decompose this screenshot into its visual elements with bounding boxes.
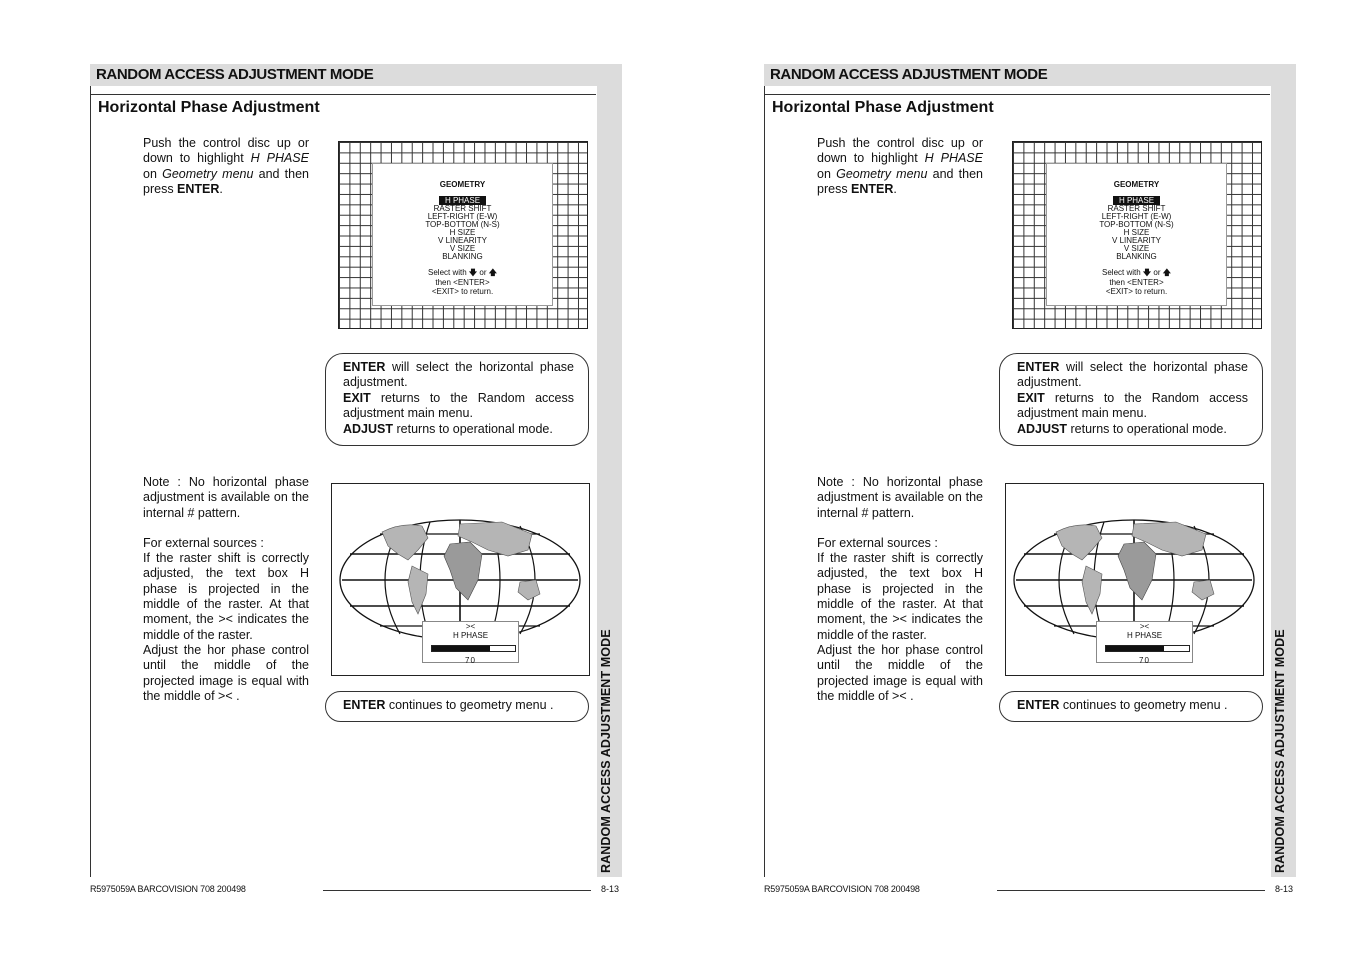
arrow-down-icon: 🡇 xyxy=(468,268,478,277)
menu-items xyxy=(373,197,552,261)
page-number: 8-13 xyxy=(1275,884,1294,894)
step-instruction: Push the control disc up or down to highlight H PHASE on Geometry menu and then press ENTER. xyxy=(817,136,983,196)
menu-hint: Select with 🡇 or 🡅 then <ENTER> <EXIT> to return. xyxy=(1102,268,1171,296)
left-margin-rule xyxy=(90,86,91,877)
menu-item-top-bottom: TOP-BOTTOM (N-S) xyxy=(1099,220,1174,229)
chapter-header-text: RANDOM ACCESS ADJUSTMENT MODE xyxy=(770,66,1048,83)
manual-page-right xyxy=(764,0,1324,954)
note-text: Note : No horizontal phase adjustment is available on the internal # pattern. For external sources : If the raster shift is correctly adjusted, the text box H phase is projected in the middle of the raster. At that moment, the >< indicates the middle of the raster. Adjust the hor phase control until the middle of the projected image is equal with the middle of >< . xyxy=(143,475,309,703)
side-chapter-label: RANDOM ACCESS ADJUSTMENT MODE xyxy=(599,629,613,873)
menu-item-raster-shift: RASTER SHIFT xyxy=(433,204,492,213)
menu-item-v-size: V SIZE xyxy=(1123,244,1150,253)
arrow-down-icon: 🡇 xyxy=(1142,268,1152,277)
geometry-menu-screen xyxy=(1012,141,1262,329)
side-chapter-label: RANDOM ACCESS ADJUSTMENT MODE xyxy=(1273,629,1287,873)
menu-item-left-right: LEFT-RIGHT (E-W) xyxy=(427,212,498,221)
menu-items xyxy=(1047,197,1226,261)
geometry-menu xyxy=(372,163,553,306)
chapter-header-text: RANDOM ACCESS ADJUSTMENT MODE xyxy=(96,66,374,83)
header-underline xyxy=(764,94,1270,95)
h-phase-value: 70 xyxy=(465,656,476,665)
menu-title: GEOMETRY xyxy=(1113,180,1160,189)
section-title: Horizontal Phase Adjustment xyxy=(98,99,320,116)
geometry-menu xyxy=(1046,163,1227,306)
menu-item-v-linearity: V LINEARITY xyxy=(1112,236,1161,245)
menu-item-blanking: BLANKING xyxy=(1116,252,1157,261)
chapter-header xyxy=(90,64,622,86)
world-map-screen xyxy=(1005,483,1264,676)
chapter-header xyxy=(764,64,1296,86)
footer-reference: R5975059A BARCOVISION 708 200498 xyxy=(764,884,920,894)
menu-item-v-size: V SIZE xyxy=(449,244,476,253)
menu-item-top-bottom: TOP-BOTTOM (N-S) xyxy=(425,220,500,229)
enter-continue-box: ENTER continues to geometry menu . xyxy=(999,691,1263,722)
footer-rule xyxy=(997,890,1265,891)
section-title: Horizontal Phase Adjustment xyxy=(772,99,994,116)
center-marker: >< xyxy=(1139,622,1150,631)
center-marker: >< xyxy=(465,622,476,631)
h-phase-bar xyxy=(431,645,516,652)
arrow-up-icon: 🡅 xyxy=(1162,268,1171,277)
menu-item-h-size: H SIZE xyxy=(449,228,476,237)
menu-item-h-size: H SIZE xyxy=(1123,228,1150,237)
menu-hint: Select with 🡇 or 🡅 then <ENTER> <EXIT> to return. xyxy=(428,268,497,296)
h-phase-bar-fill xyxy=(1106,646,1164,651)
menu-item-raster-shift: RASTER SHIFT xyxy=(1107,204,1166,213)
h-phase-bar xyxy=(1105,645,1190,652)
footer-rule xyxy=(323,890,591,891)
left-margin-rule xyxy=(764,86,765,877)
h-phase-value: 70 xyxy=(1139,656,1150,665)
h-phase-text-box xyxy=(1096,621,1193,663)
note-text: Note : No horizontal phase adjustment is available on the internal # pattern. For external sources : If the raster shift is correctly adjusted, the text box H phase is projected in the middle of the raster. At that moment, the >< indicates the middle of the raster. Adjust the hor phase control until the middle of the projected image is equal with the middle of >< . xyxy=(817,475,983,703)
h-phase-text-box xyxy=(422,621,519,663)
header-underline xyxy=(90,94,596,95)
arrow-up-icon: 🡅 xyxy=(488,268,497,277)
page-number: 8-13 xyxy=(601,884,620,894)
menu-item-h-phase: H PHASE xyxy=(1047,197,1226,205)
geometry-menu-screen xyxy=(338,141,588,329)
h-phase-bar-fill xyxy=(432,646,490,651)
enter-exit-adjust-box: ENTER will select the horizontal phase adjustment. EXIT returns to the Random access adjustment main menu. ADJUST returns to operational mode. xyxy=(999,353,1263,446)
world-map-screen xyxy=(331,483,590,676)
menu-item-left-right: LEFT-RIGHT (E-W) xyxy=(1101,212,1172,221)
h-phase-label: H PHASE xyxy=(1126,631,1163,640)
menu-title: GEOMETRY xyxy=(439,180,486,189)
manual-page-left xyxy=(90,0,650,954)
step-instruction: Push the control disc up or down to highlight H PHASE on Geometry menu and then press ENTER. xyxy=(143,136,309,196)
menu-item-blanking: BLANKING xyxy=(442,252,483,261)
enter-exit-adjust-box: ENTER will select the horizontal phase adjustment. EXIT returns to the Random access adjustment main menu. ADJUST returns to operational mode. xyxy=(325,353,589,446)
menu-item-v-linearity: V LINEARITY xyxy=(438,236,487,245)
menu-item-h-phase: H PHASE xyxy=(373,197,552,205)
enter-continue-box: ENTER continues to geometry menu . xyxy=(325,691,589,722)
footer-reference: R5975059A BARCOVISION 708 200498 xyxy=(90,884,246,894)
h-phase-label: H PHASE xyxy=(452,631,489,640)
